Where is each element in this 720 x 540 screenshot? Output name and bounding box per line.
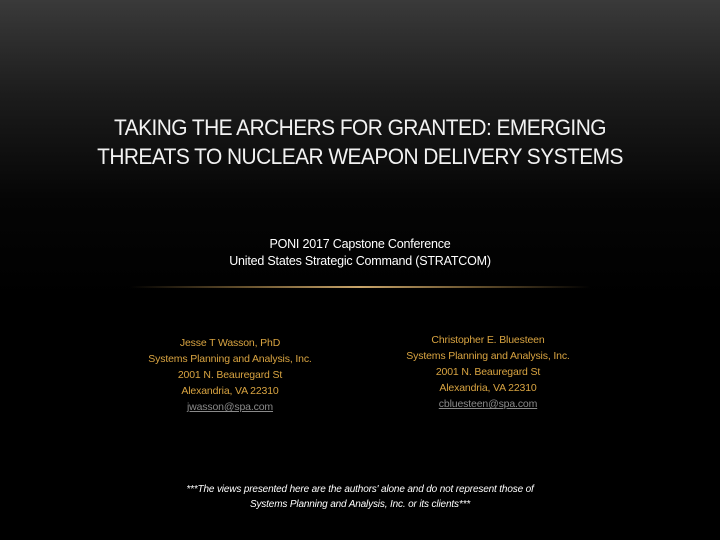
conference-name: PONI 2017 Capstone Conference xyxy=(269,237,451,251)
disclaimer xyxy=(60,482,660,512)
author-street: 2001 N. Beauregard St xyxy=(435,366,541,378)
author-email-link[interactable]: jwasson@spa.com xyxy=(186,401,274,413)
disclaimer-line-1: ***The views presented here are the authors' alone and do not represent those of xyxy=(186,484,534,495)
author-name: Jesse T Wasson, PhD xyxy=(179,337,281,349)
author-organization: Systems Planning and Analysis, Inc. xyxy=(406,350,570,362)
slide-subtitle xyxy=(60,236,660,270)
author-block-bluesteen xyxy=(358,332,618,412)
author-organization: Systems Planning and Analysis, Inc. xyxy=(148,353,312,365)
slide-title xyxy=(62,113,657,171)
disclaimer-line-2: Systems Planning and Analysis, Inc. or its clients*** xyxy=(249,499,471,510)
author-email-link[interactable]: cbluesteen@spa.com xyxy=(438,398,538,410)
author-city: Alexandria, VA 22310 xyxy=(181,385,279,397)
author-city: Alexandria, VA 22310 xyxy=(439,382,537,394)
host-organization: United States Strategic Command (STRATCOM) xyxy=(229,254,491,268)
divider-line xyxy=(130,286,590,288)
author-street: 2001 N. Beauregard St xyxy=(177,369,283,381)
author-name: Christopher E. Bluesteen xyxy=(431,334,545,346)
author-block-wasson xyxy=(100,335,360,415)
slide-title-line-1: TAKING THE ARCHERS FOR GRANTED: EMERGING xyxy=(114,115,606,140)
slide-title-line-2: THREATS TO NUCLEAR WEAPON DELIVERY SYSTEMS xyxy=(97,144,623,169)
